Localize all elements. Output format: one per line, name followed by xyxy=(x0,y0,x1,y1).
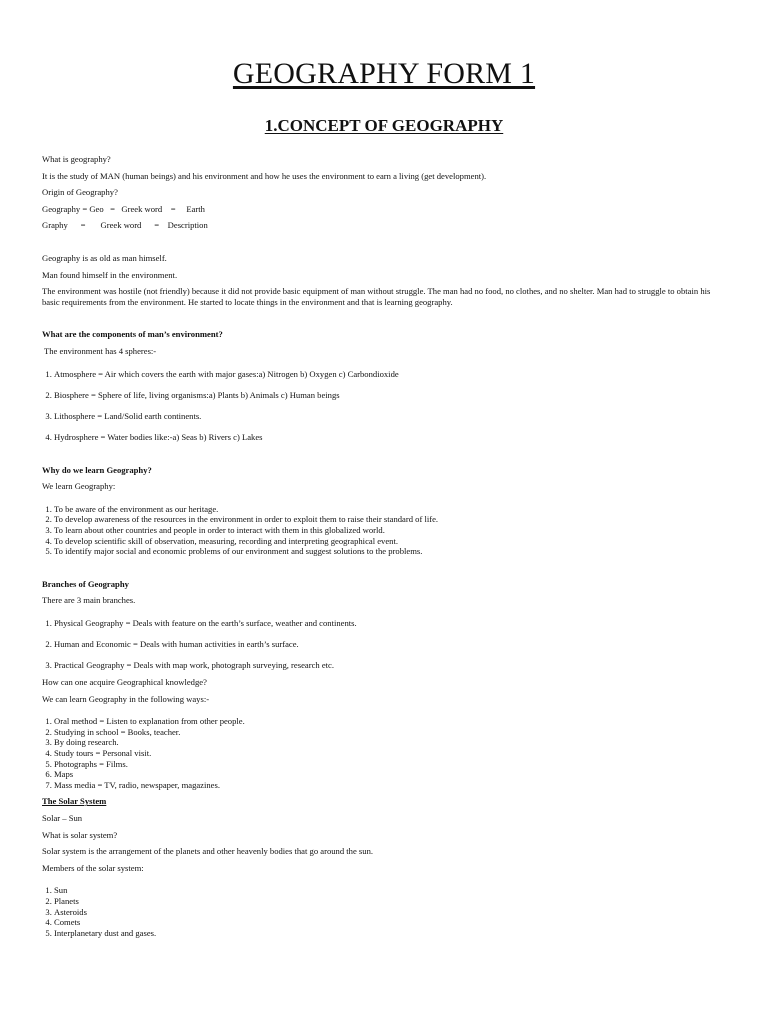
why-intro: We learn Geography: xyxy=(42,481,116,492)
branches-list xyxy=(42,618,722,671)
members-list xyxy=(42,885,722,938)
list-item: 2. Studying in school = Books, teacher. xyxy=(54,727,722,738)
acquire-question: How can one acquire Geographical knowledge? xyxy=(42,677,207,687)
list-item: 3. By doing research. xyxy=(54,737,722,748)
geo-etymology: Geography = Geo = Greek word = Earth xyxy=(42,203,205,214)
list-item: 4. Hydrosphere = Water bodies like:-a) Seas b) Rivers c) Lakes xyxy=(54,432,722,443)
hostile-environment-paragraph: The environment was hostile (not friendly) because it did not provide basic equipment of man without struggle. The man had no food, no clothes, and no shelter. Man had to struggle to obtain his basic requirements from the environment. He started to locate things in the environment and that is learning geography. xyxy=(42,286,711,307)
components-heading: What are the components of man’s environment? xyxy=(42,329,223,340)
acquire-list xyxy=(42,716,722,790)
list-item: 2. Planets xyxy=(54,896,722,907)
list-item: 1. Oral method = Listen to explanation from other people. xyxy=(54,716,722,727)
acquire-intro: We can learn Geography in the following ways:- xyxy=(42,693,210,704)
branches-intro: There are 3 main branches. xyxy=(42,595,136,606)
solar-question: What is solar system? xyxy=(42,829,118,840)
branches-heading: Branches of Geography xyxy=(42,578,129,589)
document-title: GEOGRAPHY FORM 1 xyxy=(232,57,536,90)
list-item: 5. Interplanetary dust and gases. xyxy=(54,928,722,939)
list-item: 5. To identify major social and economic problems of our environment and suggest solutions to the problems. xyxy=(54,546,722,557)
list-item: 3. Asteroids xyxy=(54,907,722,918)
list-item: 7. Mass media = TV, radio, newspaper, magazines. xyxy=(54,780,722,791)
spheres-intro: The environment has 4 spheres:- xyxy=(42,345,157,356)
list-item: 4. To develop scientific skill of observation, measuring, recording and interpreting geographical event. xyxy=(54,536,722,547)
solar-sun: Solar – Sun xyxy=(42,812,83,823)
origin-question: Origin of Geography? xyxy=(42,187,118,198)
list-item: 2. To develop awareness of the resources in the environment in order to exploit them to raise their standard of life. xyxy=(54,514,722,525)
geography-old-statement: Geography is as old as man himself. xyxy=(42,252,167,263)
list-item: 6. Maps xyxy=(54,769,722,780)
graphy-etymology: Graphy = Greek word = Description xyxy=(42,220,208,231)
list-item: 3. Lithosphere = Land/Solid earth continents. xyxy=(54,411,722,422)
solar-system-heading: The Solar System xyxy=(42,796,107,807)
list-item: 2. Human and Economic = Deals with human activities in earth’s surface. xyxy=(54,639,722,650)
list-item: 1. Atmosphere = Air which covers the earth with major gases:a) Nitrogen b) Oxygen c) Carbondioxide xyxy=(54,369,722,380)
members-intro: Members of the solar system: xyxy=(42,862,144,873)
list-item: 1. Sun xyxy=(54,885,722,896)
list-item: 3. To learn about other countries and people in order to interact with them in this globalized world. xyxy=(54,525,722,536)
list-item: 4. Study tours = Personal visit. xyxy=(54,748,722,759)
why-heading: Why do we learn Geography? xyxy=(42,464,152,475)
man-found-statement: Man found himself in the environment. xyxy=(42,269,178,280)
question-what-is-geography: What is geography? xyxy=(42,154,111,164)
why-list xyxy=(42,504,722,557)
list-item: 5. Photographs = Films. xyxy=(54,759,722,770)
list-item: 2. Biosphere = Sphere of life, living organisms:a) Plants b) Animals c) Human beings xyxy=(54,390,722,401)
solar-definition: Solar system is the arrangement of the planets and other heavenly bodies that go around the sun. xyxy=(42,846,374,857)
spheres-list xyxy=(42,369,722,443)
document-body xyxy=(42,154,722,938)
list-item: 4. Comets xyxy=(54,917,722,928)
list-item: 3. Practical Geography = Deals with map work, photograph surveying, research etc. xyxy=(54,660,722,671)
section-title: 1.CONCEPT OF GEOGRAPHY xyxy=(264,116,504,135)
list-item: 1. Physical Geography = Deals with feature on the earth’s surface, weather and continents. xyxy=(54,618,722,629)
geography-definition: It is the study of MAN (human beings) and his environment and how he uses the environment to earn a living (get development). xyxy=(42,170,487,181)
list-item: 1. To be aware of the environment as our heritage. xyxy=(54,504,722,515)
